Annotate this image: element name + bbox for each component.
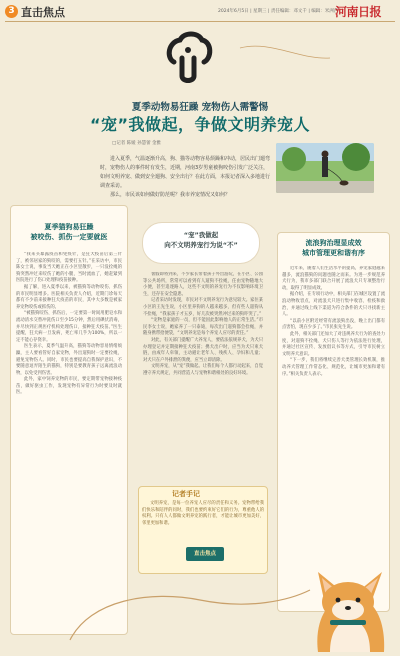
center-heading-line: “宠”我做起 — [183, 231, 219, 239]
center-column-heading — [146, 230, 256, 250]
newspaper-logo: 河南日报 — [335, 5, 382, 19]
header-rule — [5, 21, 395, 22]
right-column-body — [282, 266, 385, 556]
issue-meta: 2024年6月5日 | 星期三 | 责任编辑：邓文千 | 编辑：米洲西 — [218, 9, 339, 14]
article-photo — [276, 143, 374, 193]
reporter-note-title: 记者手记 — [172, 490, 200, 498]
right-paragraph: “以前小区附近经常有流浪狗出没，晚上出门都有点害怕，现在少多了。”市民张先生说。 — [282, 318, 385, 331]
section-title: 直击焦点 — [21, 6, 65, 19]
left-paragraph: 据了解，进入夏季以来，被猫狗等动物咬伤、抓伤的市民明显增多。医院相关负责人介绍，近期门诊每天都有不少前来接种狂犬疫苗的市民，其中大多数是被家养宠物咬伤或抓伤的。 — [16, 284, 122, 310]
right-paragraph: 据介绍，在专项行动中，相关部门在城区设置了流浪动物收容点，对流浪犬只进行集中收容、检疫和救治，并通过线上线下渠道为符合条件的犬只寻找新主人。 — [282, 292, 385, 318]
right-paragraph: “下一步，我们将继续完善犬类管理长效机制，推动养犬管理工作常态化、规范化，让城市更加和谐有序。”相关负责人表示。 — [282, 358, 385, 377]
dog-head-leash-icon — [160, 28, 216, 88]
shiba-dog-illustration — [300, 560, 396, 652]
center-paragraph: 对此，有关部门提醒广大养宠人，要依法依规养犬，为犬只办理登记并定期接种狂犬疫苗；携犬出户时，应当为犬只束犬链，由成年人牵领，主动避让老年人、残疾人、孕妇和儿童；对犬只在户外排泄的粪便，应当立即清除。 — [143, 337, 263, 363]
left-paragraph: “被猫狗咬伤、抓伤后，一定要第一时间用肥皂水和流动清水交替冲洗伤口至少15分钟，然后用碘伏消毒，并尽快到正规医疗机构处理伤口、接种狂犬疫苗。”医生提醒，狂犬病一旦发病，死亡率几乎为100%，所以一定不能心存侥幸。 — [16, 311, 122, 343]
page-header — [0, 0, 400, 22]
reporter-note-body: 文明养宠，是每一位养宠人应尽的责任和义务。宠物带给我们快乐和陪伴的同时，我们也要约束好它们的行为，尊重他人的权利。只有人人都做文明养宠的践行者，才能让城市更加美好、邻里更加和谐。 — [142, 501, 264, 526]
center-paragraph: 记者采访时发现，市民对不文明养宠行为意见较大。家住某小区的王先生说，小区里养狗的人越来越多，但有些人遛狗从不拴绳，“我家孩子才五岁，好几次被突然冲过来的狗吓哭了。” — [143, 298, 263, 317]
lead-paragraph: 那么，市民该如何做好防范呢？我市养宠情况又如何？ — [110, 192, 231, 198]
right-heading-line: 城市管理更和谐有序 — [302, 249, 365, 257]
article-subtitle: 夏季动物易狂躁 宠物伤人需警惕 — [131, 102, 269, 113]
article-lead — [100, 155, 270, 200]
reporter-note-badge — [186, 547, 224, 561]
left-paragraph: “我来买暴露疫苗和免疫针，是狂犬疫苗后第三针了，被邻居家的狗咬的，需要打五针。”在采访中，市民陈女士说，事发当天她正在小区里散步，一只没拴绳的狗突然冲过来咬伤了她的小腿，当时流血了，她赶紧到医院进行了伤口处理和疫苗接种。 — [16, 252, 122, 284]
center-paragraph: 暑假即将到来，不少家长带着孩子外出游玩，在小区、公园等公共场所，常常可以看到有人遛狗不拴绳，任由宠物随地大小便，甚至追逐路人，这些不文明的养宠行为不仅影响环境卫生，还存在安全隐患。 — [143, 272, 263, 297]
right-heading-line: 流浪狗治理显成效 — [305, 239, 362, 247]
badge-label: 直击焦点 — [193, 551, 216, 557]
left-paragraph: 医生表示，夏季气温升高，猫狗等动物容易情绪烦躁，主人要看管好自家宠物，外出遛狗时一定要拴绳，避免宠物伤人。同时，市民也要提高自我保护意识，不要随意逗弄陌生的猫狗，特别是要教育孩子远离流浪动物，以免受到伤害。 — [16, 344, 122, 376]
lead-paragraph: 进入夏季，气温逐渐升高，狗、猫等动物容易烦躁和冲动，居民出门遛弯时，宠物伤人的事件时有发生，近期，河南3岁男童被狗咬伤引发广泛关注，如何文明养宠、做到安全遛狗、安全出行？在此方面，本报记者深入多地进行调查采访。 — [100, 156, 271, 189]
left-heading-line: 被咬伤、抓伤一定要就医 — [30, 233, 108, 241]
right-paragraph: 此外，相关部门还加大了对违规养犬行为的查处力度，对遛狗不拴绳、犬只伤人等行为依法进行处理，并通过社区宣传、发放倡议书等方式，引导市民树立文明养犬意识。 — [282, 331, 385, 357]
section-number-badge: 3 — [5, 5, 18, 18]
center-paragraph: “宠物是家庭的一员，但不能因此影响他人的正常生活。”市民李女士说，她家养了一只泰迪，每次出门遛狗都会拴绳，并随身携带拾便袋，“文明养宠是每个养宠人应尽的责任。” — [143, 318, 263, 337]
left-column-body — [16, 252, 122, 627]
right-paragraph: 近年来，随着人们生活水平的提高，养宠家庭越来越多，流浪猫狗的问题也随之而来。为进一步规范养犬行为，我市多部门联合开展了流浪犬只专项整治行动，取得了明显成效。 — [282, 266, 385, 291]
center-heading-line: 向不文明养宠行为说“不” — [164, 241, 238, 249]
right-column-heading — [280, 238, 387, 258]
left-column-heading — [14, 222, 124, 242]
article-byline: □记者 陈媛 孙慧蕾 金雅 — [112, 141, 162, 146]
left-heading-line: 夏季猫狗易狂躁 — [44, 223, 94, 231]
center-column-body — [143, 272, 263, 477]
left-paragraph: 此外，家中饲养宠物的市民，要定期带宠物接种疫苗，做好驱虫工作，发现宠物有异常行为时要及时就医。 — [16, 377, 122, 396]
center-paragraph: 文明养宠，从“宠”我做起。让我们每个人都行动起来，自觉遵守养犬规定，共同营造人与宠物和谐相处的良好环境。 — [143, 364, 263, 376]
article-title: “宠”我做起，争做文明养宠人 — [89, 115, 311, 134]
